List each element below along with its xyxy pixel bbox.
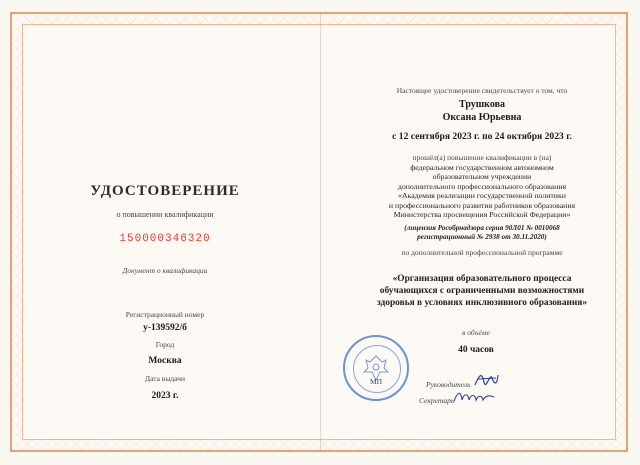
city-label: Город (155, 340, 175, 349)
org-line: и профессионального развития работников образования (388, 200, 576, 210)
license-line: (лицензия Рособрнадзора серия 90Л01 № 0010068 (404, 224, 560, 232)
org-line: Министерства просвещения Российской Федерации» (393, 210, 571, 220)
holder-surname: Трушкова (459, 99, 505, 110)
organization-name (389, 163, 575, 219)
seal-place-label: МП (370, 377, 383, 386)
center-fold (320, 12, 321, 452)
hours-value: 40 часов (458, 345, 494, 355)
org-line: образовательном учреждении (432, 172, 532, 182)
head-signature-icon (472, 370, 500, 390)
org-line: дополнительного профессионального образования (397, 181, 567, 191)
registration-number: у-139592/б (143, 323, 187, 333)
license-info (404, 224, 560, 242)
secretary-label: Секретарь (419, 396, 455, 405)
program-line: обучающихся с ограниченными возможностями (379, 286, 585, 296)
issue-date-label: Дата выдачи (144, 374, 186, 383)
program-label: по дополнительной профессиональной программе (401, 248, 563, 257)
issue-date-value: 2023 г. (151, 391, 179, 401)
certificate-title: УДОСТОВЕРЕНИЕ (90, 183, 240, 199)
city-value: Москва (148, 356, 182, 366)
volume-label: в объёме (462, 328, 490, 337)
program-line: здоровья в условиях инклюзивного образования» (376, 298, 588, 308)
holder-name: Оксана Юрьевна (442, 112, 522, 123)
program-title (377, 273, 587, 309)
certificate-number: 150000346320 (119, 233, 211, 245)
program-line: «Организация образовательного процесса (392, 274, 572, 284)
secretary-signature-icon (452, 389, 496, 405)
org-line: федеральном государственном автономном (410, 163, 554, 172)
document-type: Документ о квалификации (122, 266, 208, 275)
head-label: Руководитель (426, 380, 471, 389)
registration-label: Регистрационный номер (125, 310, 205, 319)
passed-text: прошёл(а) повышение квалификации в (на) (412, 153, 552, 162)
org-line: «Академия реализации государственной политики (398, 191, 566, 201)
certificate-subtitle: о повышении квалификации (116, 210, 214, 219)
license-line: регистрационный № 2938 от 30.11.2020) (417, 233, 547, 241)
training-period: с 12 сентября 2023 г. по 24 октября 2023 г. (392, 131, 572, 142)
intro-text: Настоящее удостоверение свидетельствует о том, что (396, 86, 568, 95)
